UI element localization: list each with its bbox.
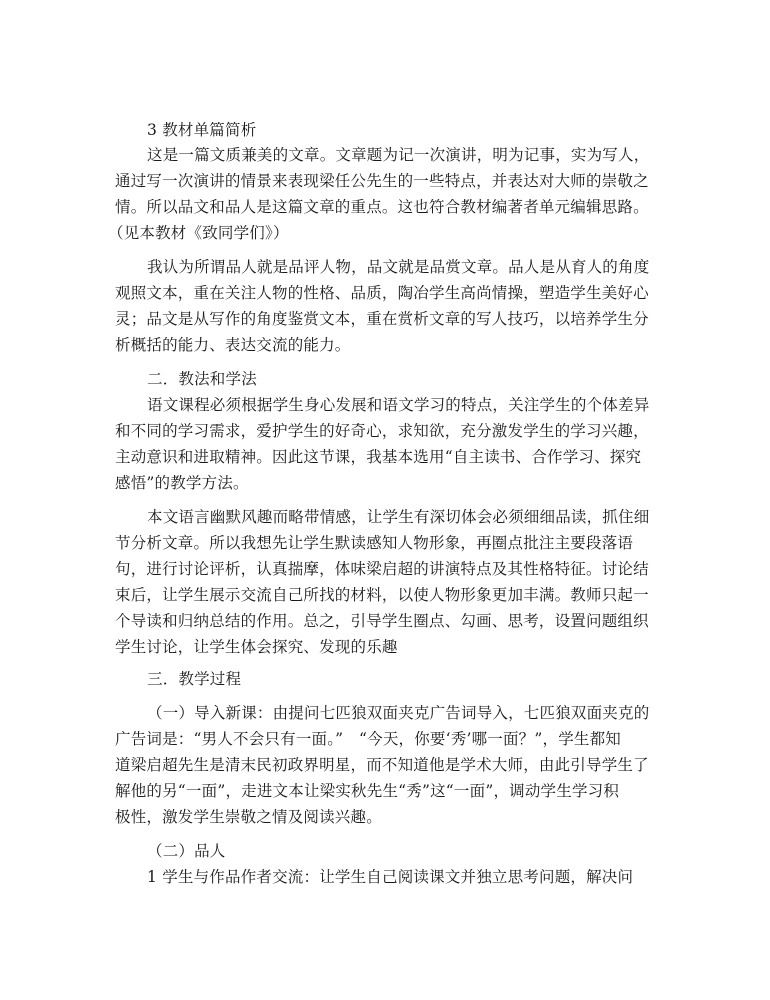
paragraph-line: 极性，激发学生崇敬之情及阅读兴趣。 xyxy=(115,808,382,826)
paragraph-line: 通过写一次演讲的情景来表现梁任公先生的一些特点，并表达对大师的崇敬之 xyxy=(115,172,649,190)
paragraph-line: 节分析文章。所以我想先让学生默读感知人物形象，再圈点批注主要段落语 xyxy=(115,534,634,552)
paragraph-line: 句，进行讨论评析，认真揣摩，体味梁启超的讲演特点及其性格特征。讨论结 xyxy=(115,560,649,578)
paragraph-line: 本文语言幽默风趣而略带情感，让学生有深切体会必须细细品读，抓住细 xyxy=(147,508,650,526)
section-heading: 三．教学过程 xyxy=(147,670,242,688)
paragraph-line: 主动意识和进取精神。因此这节课，我基本选用“自主读书、合作学习、探究 xyxy=(115,448,642,466)
section-heading: 3 教材单篇简析 xyxy=(147,121,257,139)
paragraph-line: 感悟”的教学方法。 xyxy=(115,474,249,492)
paragraph-line: 1 学生与作品作者交流：让学生自己阅读课文并独立思考问题，解决问 xyxy=(147,868,634,886)
paragraph-line: 个导读和归纳总结的作用。总之，引导学生圈点、勾画、思考，设置问题组织 xyxy=(115,612,649,630)
paragraph-line: 析概括的能力、表达交流的能力。 xyxy=(115,336,351,354)
paragraph-line: 语文课程必须根据学生身心发展和语文学习的特点，关注学生的个体差异 xyxy=(147,396,650,414)
paragraph-line: （一）导入新课：由提问七匹狼双面夹克广告词导入，七匹狼双面夹克的 xyxy=(147,704,650,722)
paragraph-line: 观照文本，重在关注人物的性格、品质，陶冶学生高尚情操，塑造学生美好心 xyxy=(115,284,649,302)
paragraph-line: 束后，让学生展示交流自己所找的材料，以使人物形象更加丰满。教师只起一 xyxy=(115,586,649,604)
paragraph-line: 广告词是：“男人不会只有一面。” “今天，你要‘秀’哪一面？”，学生都知 xyxy=(115,730,622,748)
paragraph-line: 我认为所谓品人就是品评人物，品文就是品赏文章。品人是从育人的角度 xyxy=(147,258,650,276)
paragraph-line: 学生讨论，让学生体会探究、发现的乐趣 xyxy=(115,638,398,656)
paragraph-line: 这是一篇文质兼美的文章。文章题为记一次演讲，明为记事，实为写人， xyxy=(147,146,650,164)
paragraph-line: 情。所以品文和品人是这篇文章的重点。这也符合教材编著者单元编辑思路。 xyxy=(115,198,649,216)
paragraph-line: 解他的另“一面”，走进文本让梁实秋先生“秀”这“一面”，调动学生学习积 xyxy=(115,782,620,800)
subsection-heading: （二）品人 xyxy=(147,842,226,860)
paragraph-line: 道梁启超先生是清末民初政界明星，而不知道他是学术大师，由此引导学生了 xyxy=(115,756,649,774)
paragraph-line: 和不同的学习需求，爱护学生的好奇心，求知欲，充分激发学生的学习兴趣， xyxy=(115,422,649,440)
paragraph-line: （见本教材《致同学们》） xyxy=(108,224,289,242)
paragraph-line: 灵；品文是从写作的角度鉴赏文本，重在赏析文章的写人技巧，以培养学生分 xyxy=(115,310,649,328)
section-heading: 二．教法和学法 xyxy=(147,370,257,388)
